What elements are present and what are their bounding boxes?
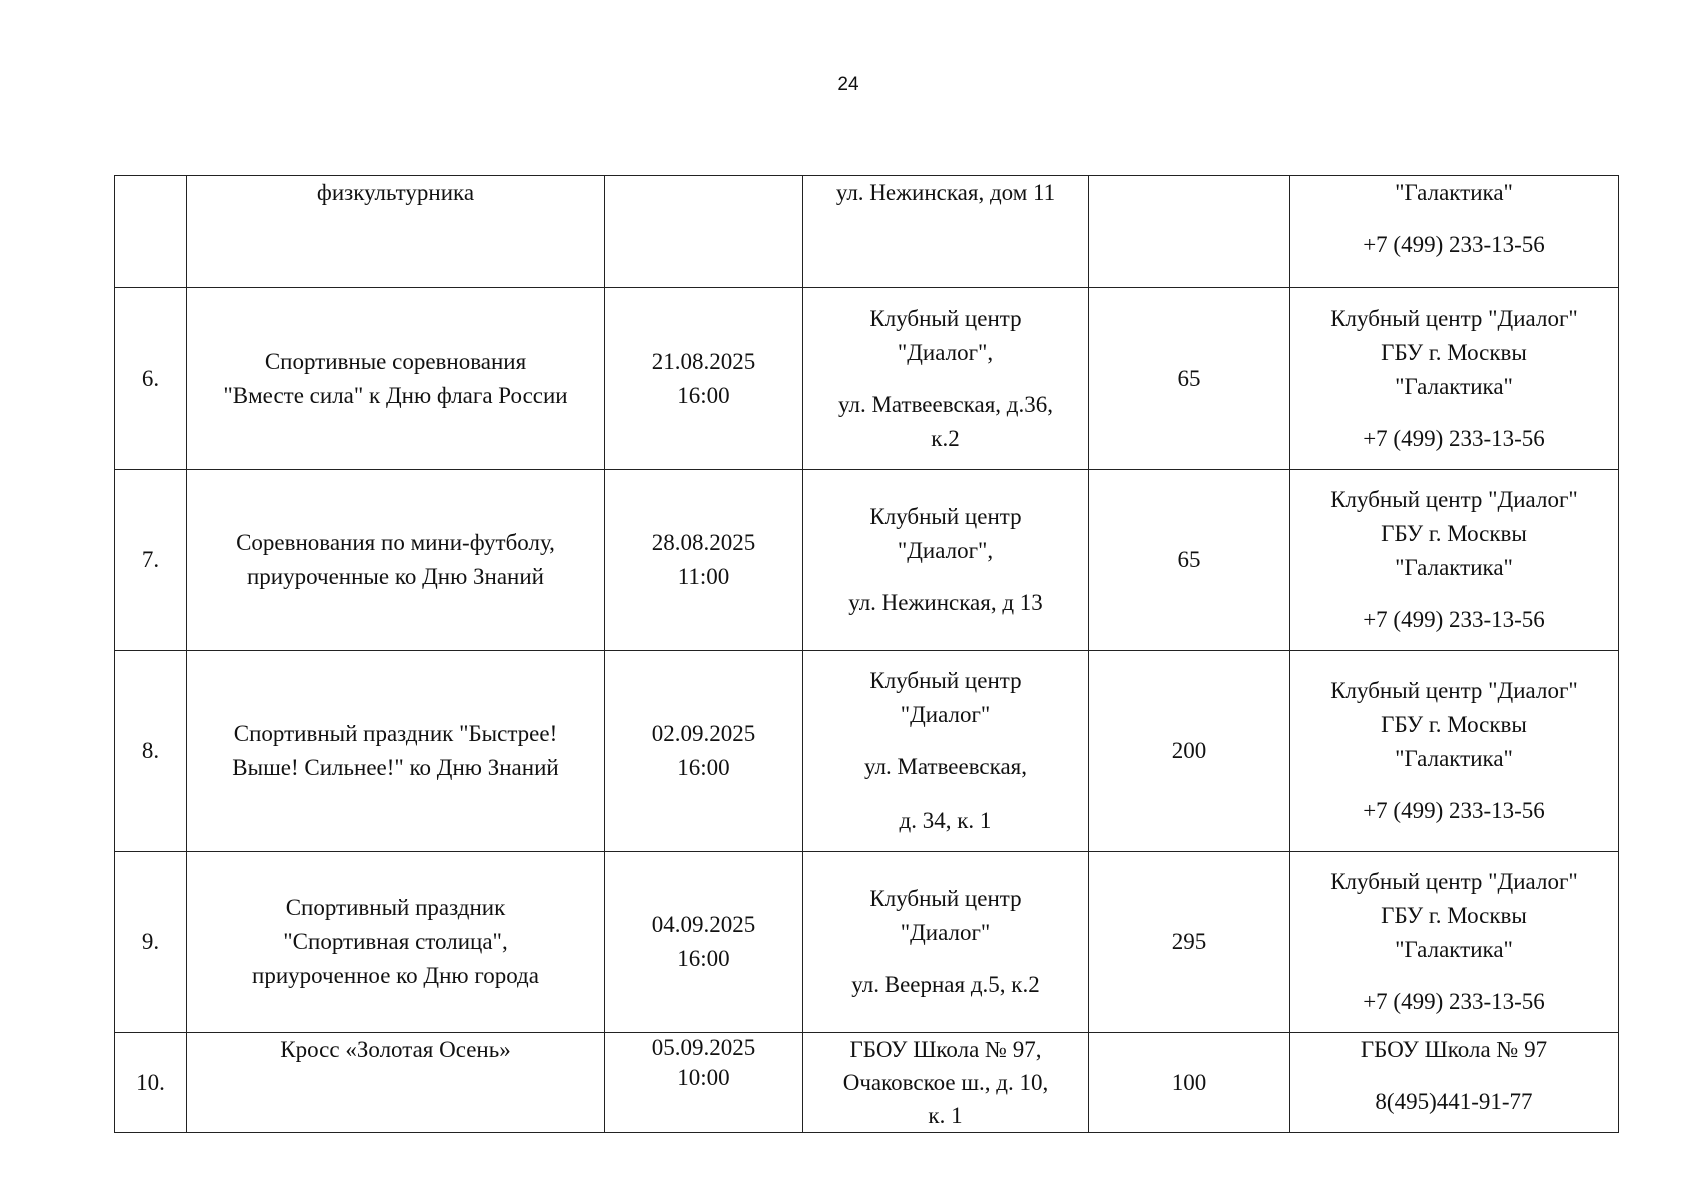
spacer [1296,1067,1612,1085]
datetime-line: 28.08.2025 [651,530,756,555]
event-title-cell [187,470,605,651]
datetime-cell [605,852,803,1033]
page-number: 24 [837,74,859,95]
event-title-cell [187,1033,605,1133]
event-title-line: Спортивный праздник [285,895,506,920]
organizer-line: Клубный центр "Диалог" [1330,869,1578,894]
organizer-line: ГБУ г. Москвы [1381,712,1527,737]
venue-line: "Диалог", [897,339,994,365]
datetime-line: 16:00 [677,382,730,408]
venue-line: ГБОУ Школа № 97, [849,1037,1042,1062]
spacer [1296,967,1612,985]
spacer [809,732,1082,750]
participants-count: 295 [1089,852,1290,1033]
table-row [115,176,1619,288]
spacer [809,370,1082,388]
organizer-line: ГБОУ Школа № 97 [1360,1037,1548,1062]
venue-line: ул. Нежинская, д 13 [848,590,1043,615]
event-title-line: "Спортивная столица", [283,929,508,954]
datetime-line: 16:00 [677,946,730,971]
organizer-phone: +7 (499) 233-13-56 [1363,232,1545,257]
organizer-line: "Галактика" [1395,746,1513,771]
organizer-line: Клубный центр "Диалог" [1330,487,1578,512]
organizer-cell [1290,470,1619,651]
datetime-line: 21.08.2025 [651,348,756,374]
row-number: 7. [115,470,187,651]
venue-line: ул. Матвеевская, [863,754,1028,779]
organizer-line: ГБУ г. Москвы [1381,903,1527,928]
spacer [1296,210,1612,228]
row-number: 10. [115,1033,187,1133]
organizer-cell [1290,288,1619,470]
event-title-line: приуроченное ко Дню города [252,963,539,988]
venue-line: "Диалог" [900,920,991,945]
venue-line: Клубный центр [869,668,1022,693]
participants-count: 100 [1089,1033,1290,1133]
event-title-line: Кросс «Золотая Осень» [280,1037,511,1062]
venue-cell [803,176,1089,288]
event-title-cell [187,651,605,852]
events-table [114,175,1619,1133]
event-title-line: "Вместе сила" к Дню флага России [223,382,568,408]
datetime-line: 05.09.2025 [651,1035,756,1060]
event-title-line: приуроченные ко Дню Знаний [247,564,544,589]
event-title-cell [187,176,605,288]
datetime-cell [605,288,803,470]
row-number [115,176,187,288]
organizer-line: ГБУ г. Москвы [1381,521,1527,546]
organizer-line: Клубный центр "Диалог" [1330,678,1578,703]
table-row [115,470,1619,651]
table-body [115,176,1619,1133]
participants-count: 65 [1089,470,1290,651]
row-number: 6. [115,288,187,470]
datetime-cell [605,176,803,288]
participants-count [1089,176,1290,288]
organizer-line: "Галактика" [1395,180,1513,205]
table-row [115,288,1619,470]
organizer-line: "Галактика" [1395,937,1513,962]
datetime-cell [605,1033,803,1133]
venue-line: Клубный центр [869,504,1022,529]
venue-line: Клубный центр [869,305,1022,331]
table-row [115,651,1619,852]
datetime-line: 16:00 [677,755,730,780]
datetime-line: 02.09.2025 [651,721,756,746]
venue-cell [803,470,1089,651]
venue-line: д. 34, к. 1 [899,808,992,833]
organizer-cell [1290,1033,1619,1133]
venue-cell [803,651,1089,852]
venue-line: ул. Нежинская, дом 11 [835,180,1056,205]
event-title-line: Спортивные соревнования [264,348,527,374]
venue-cell [803,288,1089,470]
venue-line: ул. Веерная д.5, к.2 [851,972,1040,997]
organizer-phone: +7 (499) 233-13-56 [1363,989,1545,1014]
row-number: 9. [115,852,187,1033]
organizer-line: "Галактика" [1395,555,1513,580]
event-title-cell [187,852,605,1033]
organizer-cell [1290,651,1619,852]
venue-line: "Диалог", [897,538,994,563]
datetime-line: 11:00 [677,564,730,589]
spacer [1296,585,1612,603]
event-title-line: Спортивный праздник "Быстрее! [233,721,558,746]
table-row [115,852,1619,1033]
organizer-phone: +7 (499) 233-13-56 [1363,425,1545,451]
event-title-line: физкультурника [316,180,475,205]
row-number: 8. [115,651,187,852]
organizer-line: ГБУ г. Москвы [1381,339,1527,365]
organizer-phone: +7 (499) 233-13-56 [1363,798,1545,823]
organizer-line: Клубный центр "Диалог" [1330,305,1578,331]
venue-line: "Диалог" [900,702,991,727]
organizer-cell [1290,176,1619,288]
organizer-cell [1290,852,1619,1033]
venue-line [809,784,1082,804]
datetime-cell [605,651,803,852]
event-title-line: Соревнования по мини-футболу, [236,530,555,555]
table-row [115,1033,1619,1133]
organizer-phone: 8(495)441-91-77 [1375,1089,1533,1114]
spacer [809,950,1082,968]
spacer [1296,776,1612,794]
event-title-line: Выше! Сильнее!" ко Дню Знаний [232,755,559,780]
datetime-line: 10:00 [677,1065,730,1090]
venue-line: к.2 [931,425,960,451]
venue-cell [803,852,1089,1033]
venue-line: Очаковское ш., д. 10, [842,1070,1049,1095]
datetime-line: 04.09.2025 [651,912,756,937]
participants-count: 65 [1089,288,1290,470]
spacer [1296,404,1612,422]
datetime-cell [605,470,803,651]
venue-line: к. 1 [928,1103,963,1128]
venue-cell [803,1033,1089,1133]
organizer-line: "Галактика" [1395,373,1513,399]
venue-line: ул. Матвеевская, д.36, [838,391,1053,417]
organizer-phone: +7 (499) 233-13-56 [1363,607,1545,632]
participants-count: 200 [1089,651,1290,852]
venue-line: Клубный центр [869,886,1022,911]
event-title-cell [187,288,605,470]
spacer [809,568,1082,586]
